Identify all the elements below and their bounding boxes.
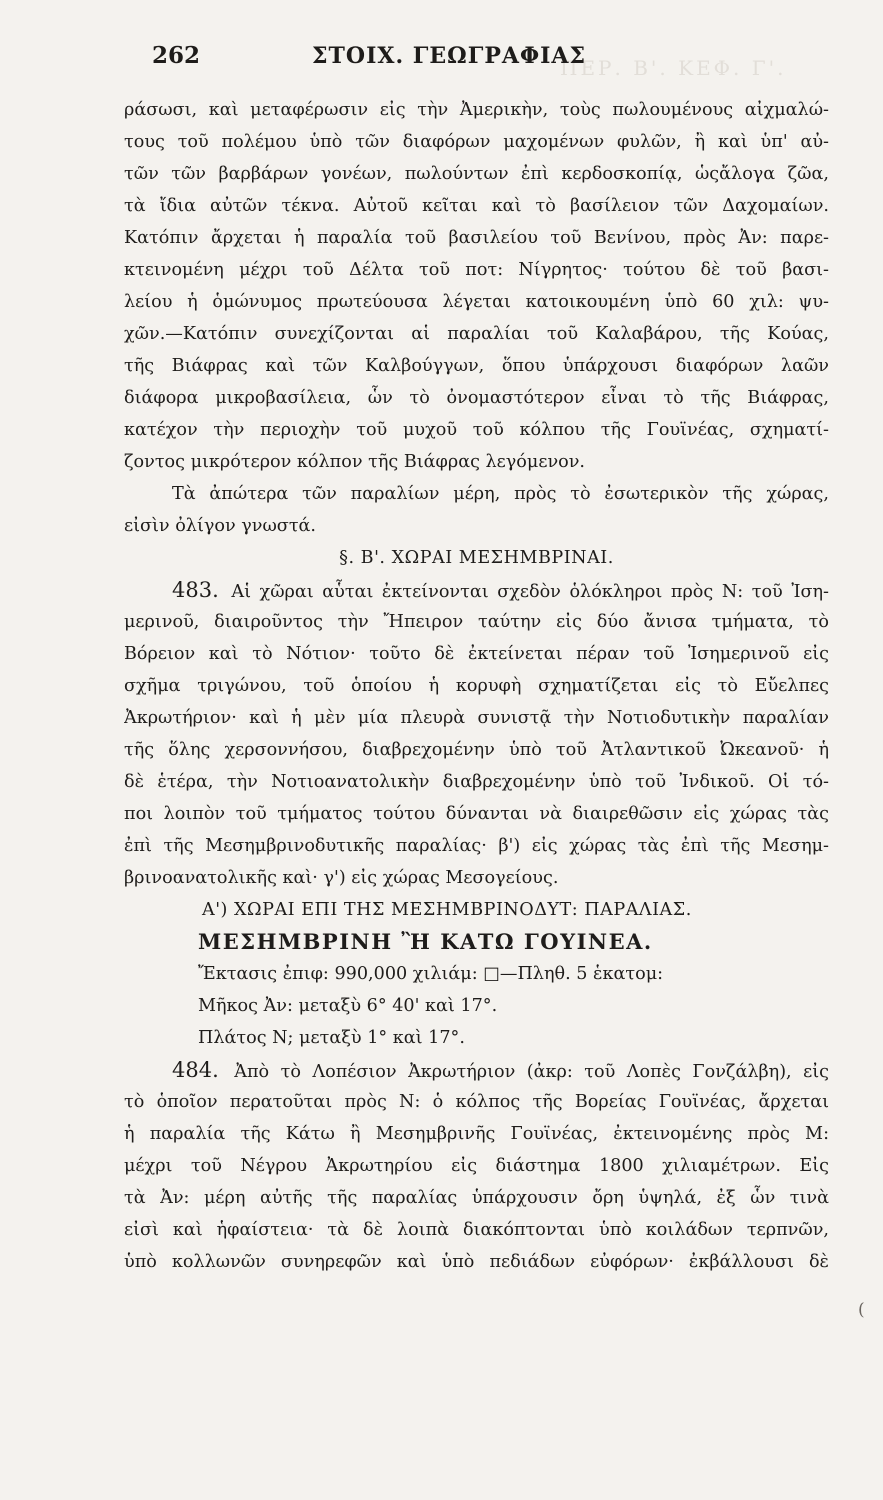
text-line: δὲ ἑτέρα, τὴν Νοτιοανατολικὴν διαβρεχομένην ὑπὸ τοῦ Ἰνδικοῦ. Οἱ τό- — [124, 772, 829, 792]
text-line: εἰσὶ καὶ ἡφαίστεια· τὰ δὲ λοιπὰ διακόπτονται ὑπὸ κοιλάδων τερπνῶν, — [124, 1220, 829, 1240]
text-line: Ἀπὸ τὸ Λοπέσιον Ἀκρωτήριον (ἀκρ: τοῦ Λοπὲς Γονζάλβη), εἰς — [234, 1062, 829, 1082]
text-line: ὑπὸ κολλωνῶν συνηρεφῶν καὶ ὑπὸ πεδιάδων εὐφόρων· ἐκβάλλουσι δὲ — [124, 1252, 829, 1272]
text-line: εἰσὶν ὀλίγον γνωστά. — [124, 516, 317, 536]
text-line: ζοντος μικρότερον κόλπον τῆς Βιάφρας λεγόμενον. — [124, 452, 586, 472]
stats-line: Μῆκος Ἀν: μεταξὺ 6° 40' καὶ 17°. — [198, 996, 498, 1016]
stats-line: Πλάτος Ν; μεταξὺ 1° καὶ 17°. — [198, 1028, 465, 1048]
paragraph-484-first-line — [124, 1054, 829, 1086]
paragraph-483-first-line — [124, 574, 829, 606]
text-line: Ἀκρωτήριον· καὶ ἡ μὲν μία πλευρὰ συνιστᾷ τὴν Νοτιοδυτικὴν παραλίαν — [124, 708, 829, 728]
section-heading: §. Β'. ΧΩΡΑΙ ΜΕΣΗΜΒΡΙΝΑΙ. — [339, 548, 614, 568]
text-line: ἐπὶ τῆς Μεσημβρινοδυτικῆς παραλίας· β') εἰς χώρας τὰς ἐπὶ τῆς Μεσημ- — [124, 836, 829, 856]
running-head: ΣΤΟΙΧ. ΓΕΩΓΡΑΦΙΑΣ — [312, 43, 587, 69]
region-title: ΜΕΣΗΜΒΡΙΝΗ Ἢ ΚΑΤΩ ΓΟΥΙΝΕΑ. — [198, 929, 653, 954]
margin-mark: ( — [858, 1300, 865, 1320]
text-line: βρινοανατολικῆς καὶ· γ') εἰς χώρας Μεσογείους. — [124, 868, 559, 888]
text-line: ἡ παραλία τῆς Κάτω ἢ Μεσημβρινῆς Γουϊνέας, ἐκτεινομένης πρὸς Μ: — [124, 1124, 829, 1144]
text-line: λείου ἡ ὁμώνυμος πρωτεύουσα λέγεται κατοικουμένη ὑπὸ 60 χιλ: ψυ- — [124, 292, 829, 312]
text-line: μερινοῦ, διαιροῦντος τὴν Ἤπειρον ταύτην εἰς δύο ἄνισα τμήματα, τὸ — [124, 612, 829, 632]
paragraph-number: 483. — [172, 578, 219, 602]
text-line: χῶν.—Κατόπιν συνεχίζονται αἱ παραλίαι τοῦ Καλαβάρου, τῆς Κούας, — [124, 324, 829, 344]
text-line: σχῆμα τριγώνου, τοῦ ὁποίου ἡ κορυφὴ σχηματίζεται εἰς τὸ Εὔελπες — [124, 676, 829, 696]
text-line: ποι λοιπὸν τοῦ τμήματος τούτου δύνανται νὰ διαιρεθῶσιν εἰς χώρας τὰς — [124, 804, 829, 824]
text-line: Αἱ χῶραι αὗται ἐκτείνονται σχεδὸν ὁλόκληροι πρὸς Ν: τοῦ Ἰση- — [231, 582, 829, 602]
stats-line: Ἔκτασις ἐπιφ: 990,000 χιλιάμ: □—Πληθ. 5 ἑκατομ: — [198, 964, 664, 984]
text-line: τῆς Βιάφρας καὶ τῶν Καλβούγγων, ὅπου ὑπάρχουσι διαφόρων λαῶν — [124, 356, 829, 376]
paragraph-number: 484. — [172, 1058, 219, 1082]
text-line: Βόρειον καὶ τὸ Νότιον· τοῦτο δὲ ἐκτείνεται πέραν τοῦ Ἰσημερινοῦ εἰς — [124, 644, 829, 664]
text-line: κατέχον τὴν περιοχὴν τοῦ μυχοῦ τοῦ κόλπου τῆς Γουϊνέας, σχηματί- — [124, 420, 829, 440]
text-line: τους τοῦ πολέμου ὑπὸ τῶν διαφόρων μαχομένων φυλῶν, ἢ καὶ ὑπ' αὐ- — [124, 132, 829, 152]
text-line: τῶν τῶν βαρβάρων γονέων, πωλούντων ἐπὶ κερδοσκοπίᾳ, ὡςἄλογα ζῶα, — [124, 164, 829, 184]
text-line: τὸ ὁποῖον περατοῦται πρὸς Ν: ὁ κόλπος τῆς Βορείας Γουϊνέας, ἄρχεται — [124, 1092, 829, 1112]
text-line: τὰ ἴδια αὐτῶν τέκνα. Αὐτοῦ κεῖται καὶ τὸ βασίλειον τῶν Δαχομαίων. — [124, 196, 829, 216]
subheading: Α') ΧΩΡΑΙ ΕΠΙ ΤΗΣ ΜΕΣΗΜΒΡΙΝΟΔΥΤ: ΠΑΡΑΛΙΑΣ. — [202, 900, 692, 920]
text-line: ράσωσι, καὶ μεταφέρωσιν εἰς τὴν Ἀμερικὴν, τοὺς πωλουμένους αἰχμαλώ- — [124, 100, 829, 120]
page-body — [124, 94, 829, 1278]
text-line: μέχρι τοῦ Νέγρου Ἀκρωτηρίου εἰς διάστημα 1800 χιλιαμέτρων. Εἰς — [124, 1156, 829, 1176]
text-line: Τὰ ἀπώτερα τῶν παραλίων μέρη, πρὸς τὸ ἐσωτερικὸν τῆς χώρας, — [172, 484, 829, 504]
page-header — [152, 42, 842, 69]
text-line: τὰ Ἀν: μέρη αὐτῆς τῆς παραλίας ὑπάρχουσιν ὄρη ὑψηλά, ἐξ ὧν τινὰ — [124, 1188, 829, 1208]
bleed-through-text: ΠΕΡ. Β'. ΚΕΦ. Γ'. — [560, 56, 787, 80]
text-line: τῆς ὅλης χερσοννήσου, διαβρεχομένην ὑπὸ τοῦ Ἀτλαντικοῦ Ὠκεανοῦ· ἡ — [124, 740, 829, 760]
text-line: διάφορα μικροβασίλεια, ὧν τὸ ὀνομαστότερον εἶναι τὸ τῆς Βιάφρας, — [124, 388, 829, 408]
text-line: Κατόπιν ἄρχεται ἡ παραλία τοῦ βασιλείου τοῦ Βενίνου, πρὸς Ἀν: παρε- — [124, 228, 829, 248]
page-number: 262 — [152, 42, 201, 69]
text-line: κτεινομένη μέχρι τοῦ Δέλτα τοῦ ποτ: Νίγρητος· τούτου δὲ τοῦ βασι- — [124, 260, 829, 280]
